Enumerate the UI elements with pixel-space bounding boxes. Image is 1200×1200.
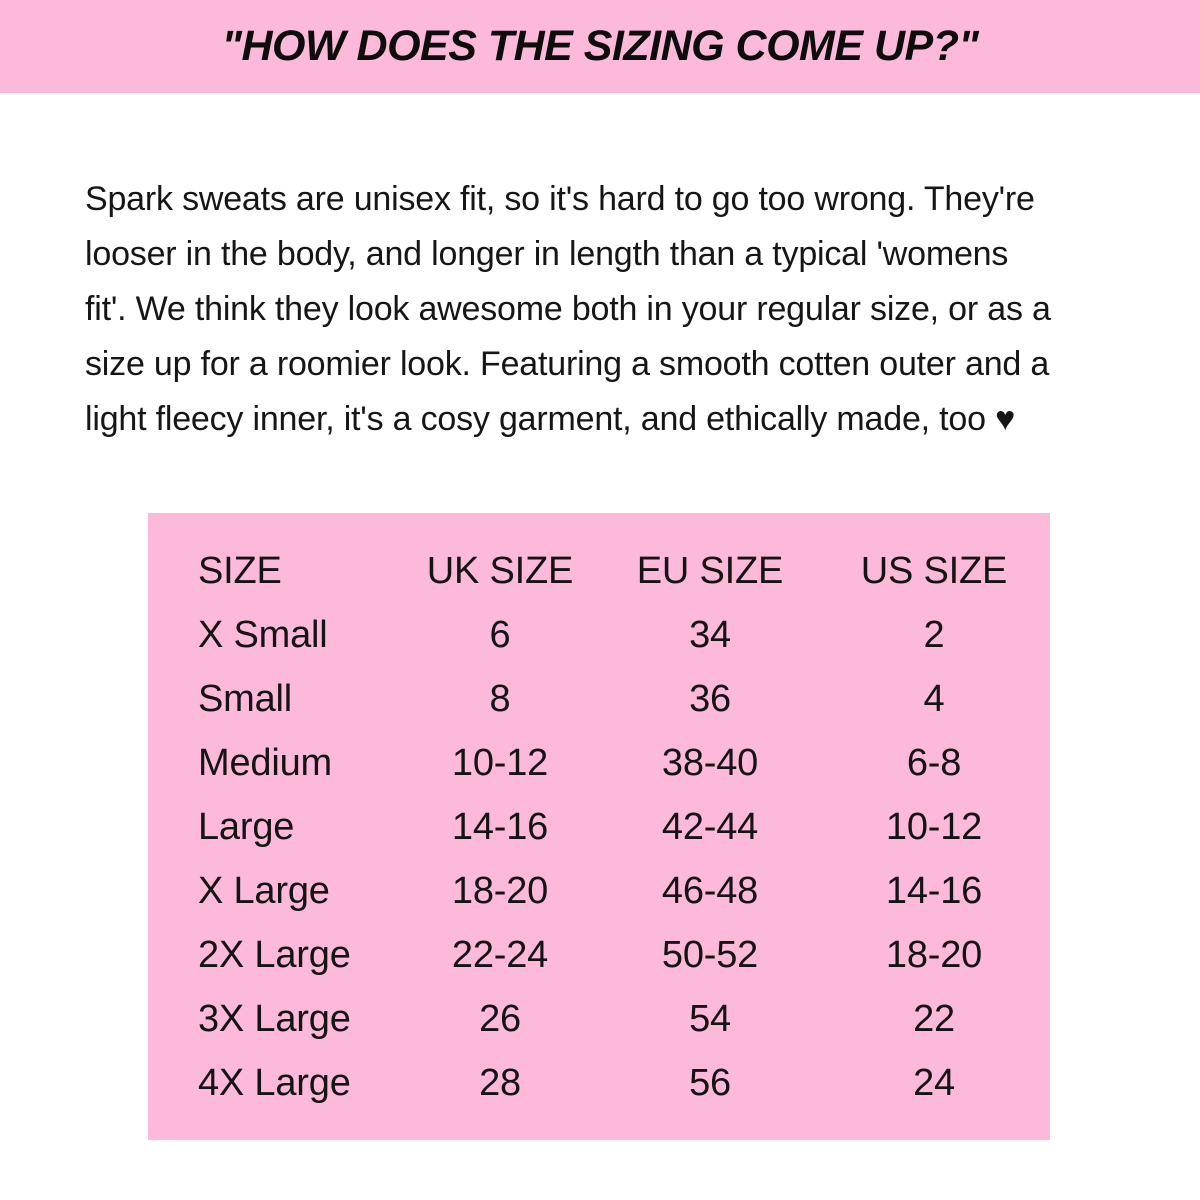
table-cell-uk: 28 bbox=[479, 1061, 521, 1104]
table-cell-eu: 34 bbox=[689, 613, 731, 656]
table-cell-uk: 14-16 bbox=[451, 805, 549, 848]
table-cell-us: 10-12 bbox=[885, 805, 983, 848]
intro-line: looser in the body, and longer in length than a typical 'womens bbox=[85, 235, 1009, 273]
table-cell-size-label: X Small bbox=[198, 613, 328, 656]
table-cell-us: 2 bbox=[923, 613, 945, 656]
table-cell-size-label: 2X Large bbox=[198, 933, 351, 976]
table-cell-us: 18-20 bbox=[885, 933, 983, 976]
table-cell-us: 24 bbox=[913, 1061, 955, 1104]
table-cell-uk: 8 bbox=[489, 677, 511, 720]
page-title: "HOW DOES THE SIZING COME UP?" bbox=[221, 22, 979, 70]
table-cell-eu: 50-52 bbox=[661, 933, 759, 976]
table-cell-eu: 54 bbox=[689, 997, 731, 1040]
table-cell-size-label: Small bbox=[198, 677, 293, 720]
column-header-us-size: US SIZE bbox=[860, 549, 1008, 592]
table-cell-size-label: Large bbox=[198, 805, 295, 848]
intro-paragraph bbox=[85, 172, 1145, 447]
table-cell-us: 6-8 bbox=[906, 741, 962, 784]
title-banner bbox=[0, 0, 1200, 93]
table-cell-eu: 38-40 bbox=[661, 741, 759, 784]
table-cell-size-label: Medium bbox=[198, 741, 332, 784]
table-cell-eu: 42-44 bbox=[661, 805, 759, 848]
table-cell-uk: 26 bbox=[479, 997, 521, 1040]
intro-line: size up for a roomier look. Featuring a smooth cotten outer and a bbox=[85, 345, 1050, 383]
intro-line: light fleecy inner, it's a cosy garment, and ethically made, too ♥ bbox=[85, 400, 1016, 438]
column-header-uk-size: UK SIZE bbox=[426, 549, 574, 592]
table-cell-us: 22 bbox=[913, 997, 955, 1040]
column-header-eu-size: EU SIZE bbox=[636, 549, 784, 592]
column-header-size: SIZE bbox=[198, 549, 282, 592]
table-cell-eu: 56 bbox=[689, 1061, 731, 1104]
table-cell-uk: 6 bbox=[489, 613, 511, 656]
size-chart-table bbox=[148, 513, 1050, 1140]
intro-line: Spark sweats are unisex fit, so it's hard to go too wrong. They're bbox=[85, 180, 1035, 218]
table-cell-eu: 36 bbox=[689, 677, 731, 720]
table-cell-uk: 10-12 bbox=[451, 741, 549, 784]
table-cell-uk: 22-24 bbox=[451, 933, 549, 976]
table-cell-us: 4 bbox=[923, 677, 945, 720]
table-cell-size-label: 4X Large bbox=[198, 1061, 351, 1104]
table-cell-size-label: X Large bbox=[198, 869, 330, 912]
table-cell-eu: 46-48 bbox=[661, 869, 759, 912]
intro-line: fit'. We think they look awesome both in your regular size, or as a bbox=[85, 290, 1051, 328]
table-cell-us: 14-16 bbox=[885, 869, 983, 912]
table-cell-size-label: 3X Large bbox=[198, 997, 351, 1040]
table-cell-uk: 18-20 bbox=[451, 869, 549, 912]
